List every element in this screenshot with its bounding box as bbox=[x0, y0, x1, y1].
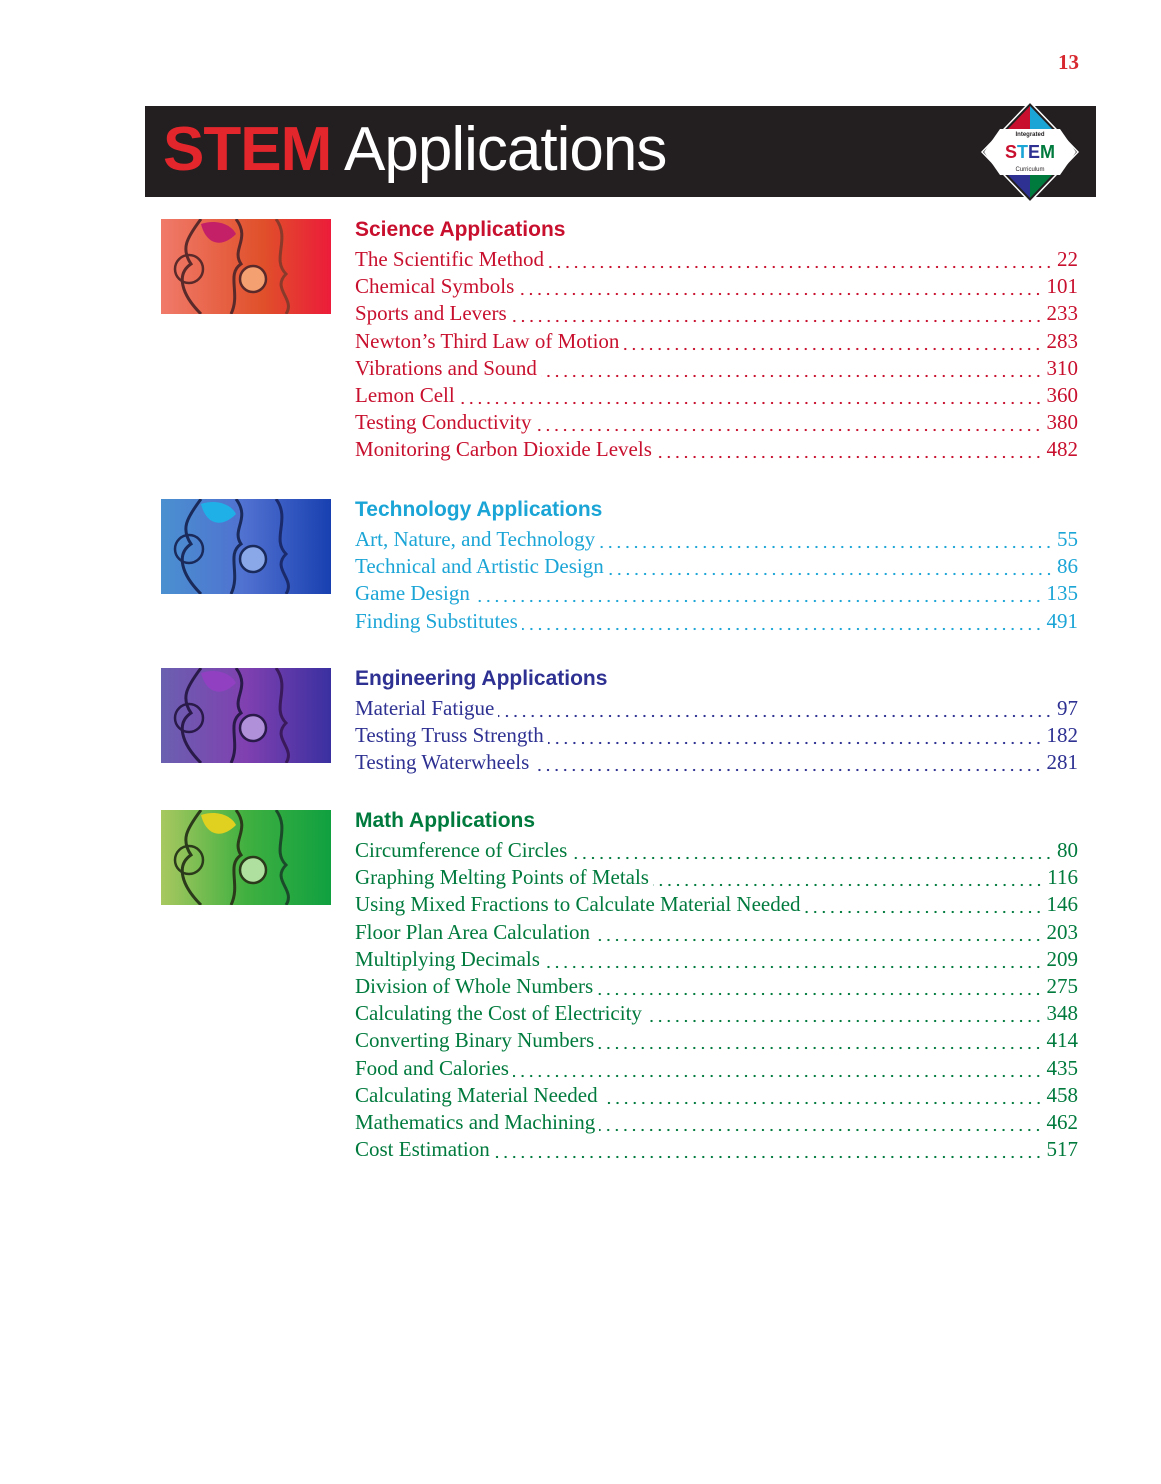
dot-leader bbox=[571, 837, 1053, 864]
entry-title: The Scientific Method bbox=[355, 247, 544, 271]
toc-entry[interactable] bbox=[355, 973, 1078, 1000]
entry-page-number: 97 bbox=[1057, 696, 1078, 720]
toc-entry[interactable] bbox=[355, 1000, 1078, 1027]
entry-title: Multiplying Decimals bbox=[355, 946, 540, 971]
logo-main-text: STEM bbox=[1004, 142, 1056, 162]
entry-title: Mathematics and Machining bbox=[355, 1109, 596, 1134]
title-banner bbox=[145, 106, 1096, 197]
dot-leader bbox=[522, 608, 1043, 635]
entry-page-number: 283 bbox=[1046, 328, 1078, 353]
page-number: 13 bbox=[1058, 50, 1079, 74]
dot-leader bbox=[805, 891, 1043, 918]
entry-page-number: 146 bbox=[1046, 892, 1078, 917]
section-heading: Science Applications bbox=[355, 218, 566, 241]
dot-leader bbox=[544, 946, 1043, 973]
toc-entry[interactable] bbox=[355, 355, 1078, 382]
toc-entry[interactable] bbox=[355, 436, 1078, 463]
entry-title: Calculating the Cost of Electricity bbox=[355, 1001, 642, 1026]
dot-leader bbox=[474, 580, 1043, 607]
dot-leader bbox=[459, 382, 1043, 409]
entry-page-number: 458 bbox=[1046, 1082, 1078, 1107]
entry-page-number: 233 bbox=[1046, 301, 1078, 326]
entry-title: Technical and Artistic Design bbox=[355, 554, 604, 579]
entry-page-number: 182 bbox=[1046, 723, 1078, 748]
toc-entry[interactable] bbox=[355, 300, 1078, 327]
toc-entry[interactable] bbox=[355, 1109, 1078, 1136]
toc-entry[interactable] bbox=[355, 1027, 1078, 1054]
toc-entry[interactable] bbox=[355, 1082, 1078, 1109]
entry-title: Cost Estimation bbox=[355, 1137, 490, 1162]
entry-title: Sports and Levers bbox=[355, 301, 507, 326]
entry-page-number: 116 bbox=[1047, 865, 1078, 890]
entry-page-number: 80 bbox=[1057, 838, 1078, 862]
toc-entry[interactable] bbox=[355, 409, 1078, 436]
dot-leader bbox=[548, 722, 1043, 749]
toc-entry[interactable] bbox=[355, 580, 1078, 607]
toc-entry[interactable] bbox=[355, 891, 1078, 918]
entry-title: Monitoring Carbon Dioxide Levels bbox=[355, 437, 652, 462]
entry-title: Division of Whole Numbers bbox=[355, 973, 594, 998]
dot-leader bbox=[533, 749, 1042, 776]
dot-leader bbox=[541, 355, 1043, 382]
entry-page-number: 281 bbox=[1046, 750, 1078, 775]
entry-page-number: 348 bbox=[1046, 1001, 1078, 1026]
entry-page-number: 135 bbox=[1046, 581, 1078, 606]
entry-title: Testing Conductivity bbox=[355, 410, 532, 435]
entry-title: Floor Plan Area Calculation bbox=[355, 919, 591, 944]
entry-title: Using Mixed Fractions to Calculate Material Needed bbox=[355, 892, 801, 917]
entry-title: Calculating Material Needed bbox=[355, 1082, 598, 1107]
toc-entry[interactable] bbox=[355, 864, 1078, 891]
dot-leader bbox=[602, 1082, 1043, 1109]
stem-logo-icon bbox=[980, 100, 1080, 204]
section-heading: Engineering Applications bbox=[355, 667, 608, 690]
toc-entry[interactable] bbox=[355, 553, 1078, 580]
entry-title: Graphing Melting Points of Metals bbox=[355, 865, 649, 890]
entry-title: Newton’s Third Law of Motion bbox=[355, 328, 620, 353]
dot-leader bbox=[511, 300, 1043, 327]
science-list bbox=[355, 219, 1078, 464]
entry-page-number: 55 bbox=[1057, 527, 1078, 551]
dot-leader bbox=[608, 553, 1053, 580]
logo-top-text: Integrated bbox=[1015, 132, 1045, 138]
entry-page-number: 380 bbox=[1046, 410, 1078, 435]
entry-page-number: 22 bbox=[1057, 247, 1078, 271]
toc-entry[interactable] bbox=[355, 837, 1078, 864]
toc-entry[interactable] bbox=[355, 722, 1078, 749]
entry-page-number: 482 bbox=[1046, 437, 1078, 462]
entry-page-number: 310 bbox=[1046, 355, 1078, 380]
toc-entry[interactable] bbox=[355, 526, 1078, 553]
entry-title: Lemon Cell bbox=[355, 382, 455, 407]
toc-entry[interactable] bbox=[355, 608, 1078, 635]
dot-leader bbox=[653, 864, 1043, 891]
entry-title: Chemical Symbols bbox=[355, 274, 515, 299]
dot-leader bbox=[599, 526, 1053, 553]
entry-page-number: 517 bbox=[1046, 1137, 1078, 1162]
entry-title: Vibrations and Sound bbox=[355, 355, 537, 380]
dot-leader bbox=[518, 273, 1042, 300]
entry-title: Food and Calories bbox=[355, 1055, 509, 1080]
entry-page-number: 435 bbox=[1046, 1055, 1078, 1080]
entry-page-number: 86 bbox=[1057, 554, 1078, 579]
dot-leader bbox=[498, 695, 1053, 722]
dot-leader bbox=[548, 246, 1053, 273]
dot-leader bbox=[656, 436, 1043, 463]
toc-entry[interactable] bbox=[355, 382, 1078, 409]
entry-title: Finding Substitutes bbox=[355, 608, 518, 633]
entry-title: Converting Binary Numbers bbox=[355, 1028, 595, 1053]
entry-page-number: 360 bbox=[1046, 382, 1078, 407]
math-list bbox=[355, 810, 1078, 1163]
toc-entry[interactable] bbox=[355, 1055, 1078, 1082]
section-heading: Technology Applications bbox=[355, 498, 603, 521]
dot-leader bbox=[646, 1000, 1043, 1027]
entry-title: Testing Truss Strength bbox=[355, 723, 544, 748]
toc-entry[interactable] bbox=[355, 246, 1078, 273]
science-thumbnail-image bbox=[161, 219, 331, 314]
entry-page-number: 203 bbox=[1046, 919, 1078, 944]
page-title bbox=[163, 114, 666, 185]
math-thumbnail-image bbox=[161, 810, 331, 905]
logo-bottom-text: Curriculum bbox=[1015, 167, 1045, 173]
engineering-list bbox=[355, 668, 1078, 777]
entry-title: Material Fatigue bbox=[355, 696, 495, 720]
toc-entry[interactable] bbox=[355, 1136, 1078, 1163]
dot-leader bbox=[623, 328, 1042, 355]
entry-title: Art, Nature, and Technology bbox=[355, 527, 596, 551]
entry-page-number: 491 bbox=[1046, 608, 1078, 633]
entry-page-number: 462 bbox=[1046, 1109, 1078, 1134]
entry-page-number: 414 bbox=[1046, 1028, 1078, 1053]
dot-leader bbox=[599, 1109, 1042, 1136]
entry-page-number: 209 bbox=[1046, 946, 1078, 971]
engineering-thumbnail-image bbox=[161, 668, 331, 763]
dot-leader bbox=[594, 919, 1042, 946]
toc-entry[interactable] bbox=[355, 946, 1078, 973]
toc-entry[interactable] bbox=[355, 919, 1078, 946]
technology-list bbox=[355, 499, 1078, 635]
title-accent: STEM bbox=[163, 115, 332, 184]
entry-title: Circumference of Circles bbox=[355, 838, 568, 862]
technology-thumbnail-image bbox=[161, 499, 331, 594]
toc-entry[interactable] bbox=[355, 695, 1078, 722]
dot-leader bbox=[535, 409, 1042, 436]
toc-entry[interactable] bbox=[355, 749, 1078, 776]
dot-leader bbox=[598, 1027, 1042, 1054]
entry-title: Testing Waterwheels bbox=[355, 750, 530, 775]
toc-entry[interactable] bbox=[355, 328, 1078, 355]
entry-page-number: 101 bbox=[1046, 274, 1078, 299]
dot-leader bbox=[494, 1136, 1043, 1163]
toc-entry[interactable] bbox=[355, 273, 1078, 300]
entry-page-number: 275 bbox=[1046, 973, 1078, 998]
entry-title: Game Design bbox=[355, 581, 470, 606]
dot-leader bbox=[513, 1055, 1043, 1082]
section-heading: Math Applications bbox=[355, 809, 536, 832]
dot-leader bbox=[597, 973, 1042, 1000]
title-rest: Applications bbox=[344, 115, 667, 184]
